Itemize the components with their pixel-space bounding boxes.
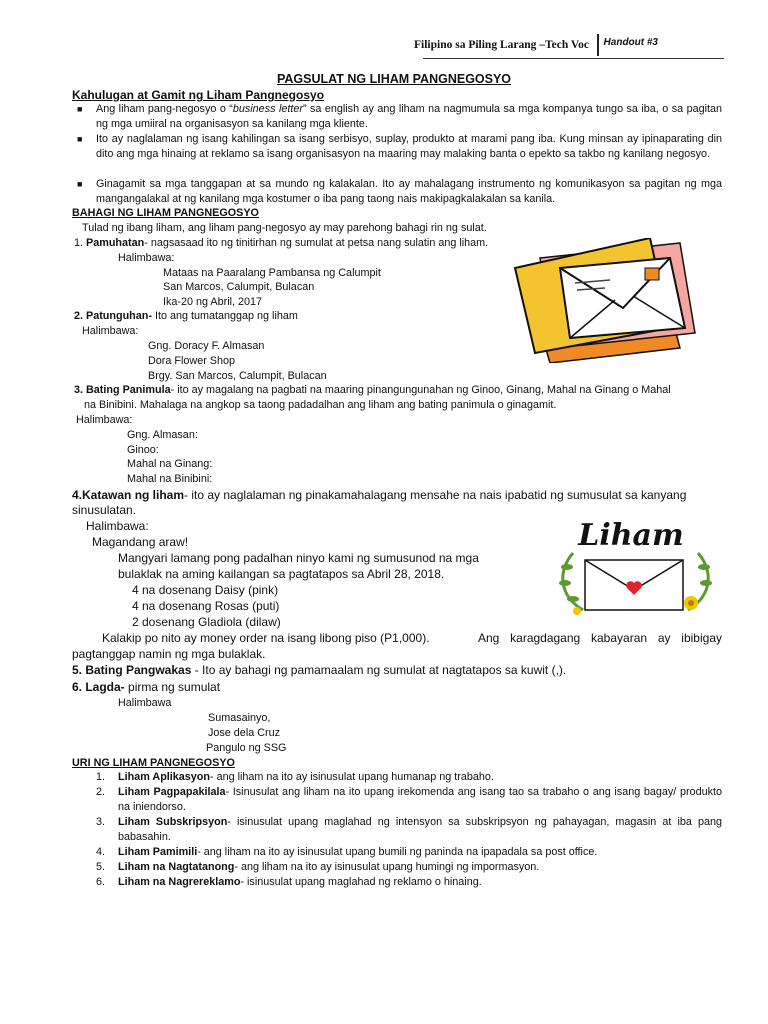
- envelopes-illustration: [505, 238, 705, 363]
- pamuhatan-line: San Marcos, Calumpit, Bulacan: [163, 281, 315, 293]
- part-pamuhatan: 1. Pamuhatan- nagsasaad ito ng tinitirhan ng sumulat at petsa nang sulatin ang liham.: [74, 237, 489, 249]
- order-item: 4 na dosenang Daisy (pink): [132, 583, 279, 597]
- section-heading-uri: URI NG LIHAM PANGNEGOSYO: [72, 757, 235, 769]
- header-rule: [423, 58, 724, 59]
- example-label: Halimbawa:: [82, 325, 139, 337]
- letter-body: bulaklak na aming kailangan sa pagtatapos sa Abril 28, 2018.: [118, 567, 445, 581]
- course-title: Filipino sa Piling Larang –Tech Voc: [414, 39, 589, 51]
- document-title: PAGSULAT NG LIHAM PANGNEGOSYO: [277, 72, 512, 86]
- example-label: Halimbawa:: [76, 414, 133, 426]
- example-label: Halimbawa:: [86, 519, 149, 533]
- letter-greeting: Magandang araw!: [92, 535, 189, 549]
- order-item: 4 na dosenang Rosas (puti): [132, 599, 280, 613]
- patunguhan-line: Brgy. San Marcos, Calumpit, Bulacan: [148, 370, 327, 382]
- list-item: 4. Liham Pamimili- ang liham na ito ay isinusulat upang bumili ng paninda na ipapadala sa post office.: [96, 846, 598, 858]
- list-item: 6. Liham na Nagrereklamo- isinusulat upang maglahad ng reklamo o hinaing.: [96, 876, 482, 888]
- signature-line: Jose dela Cruz: [208, 727, 281, 739]
- liham-logo-text: Liham: [578, 518, 684, 553]
- list-item: 5. Liham na Nagtatanong- ang liham na ito ay isinusulat upang humingi ng impormasyon.: [96, 861, 540, 873]
- part-bating-panimula: 3. Bating Panimula- ito ay magalang na pagbati na maaring pinangungunahan ng Ginoo, Ginang, Mahal na Ginang o Mahal: [74, 384, 671, 396]
- part-katawan: 4.Katawan ng liham- ito ay naglalaman ng pinakamahalagang mensahe na nais ipabatid ng sumusulat sa kanyang: [72, 488, 687, 502]
- part-patunguhan: 2. Patunguhan- Ito ang tumatanggap ng liham: [74, 310, 298, 322]
- list-item: 2. Liham Pagpapakilala- Isinusulat ang liham na ito upang irekomenda ang isang tao sa trabaho o ang isang bagay/ produkto na iniendorso.: [96, 786, 723, 813]
- bullet-text-1: Ang liham pang-negosyo o “business letter” sa english ay ang liham na nagmumula sa mga kompanya tungo sa iba, o sa pagitan ng mga umiiral na organisasyon sa kanilang mga kliente.: [96, 103, 722, 130]
- bating-panimula-cont: na Binibini. Mahalaga na angkop sa taong padadalhan ang liham ang bating panimula o ginagamit.: [84, 399, 557, 411]
- liham-logo-illustration: [553, 515, 718, 620]
- example-label: Halimbawa: [118, 697, 172, 709]
- letter-closing: Kalakip po nito ay money order na isang libong piso (P1,000).: [102, 631, 430, 645]
- salutation-example: Gng. Almasan:: [127, 429, 198, 441]
- signature-line: Sumasainyo,: [208, 712, 271, 724]
- list-item: 1. Liham Aplikasyon- ang liham na ito ay isinusulat upang humanap ng trabaho.: [96, 771, 494, 783]
- bullet-icon: ■: [77, 179, 83, 189]
- bullet-icon: ■: [77, 134, 83, 144]
- list-item: 3. Liham Subskripsyon- isinusulat upang maglahad ng intensyon sa subskripsyon ng pahayagan, magasin at iba pang babasahin.: [96, 816, 722, 843]
- signature-line: Pangulo ng SSG: [206, 742, 287, 754]
- salutation-example: Ginoo:: [127, 444, 159, 456]
- order-item: 2 dosenang Gladiola (dilaw): [132, 615, 281, 629]
- katawan-cont: sinusulatan.: [72, 503, 137, 517]
- bullet-icon: ■: [77, 104, 83, 114]
- page-header: [414, 36, 724, 58]
- bahagi-intro: Tulad ng ibang liham, ang liham pang-negosyo ay may parehong bahagi rin ng sulat.: [82, 222, 487, 234]
- section-heading-bahagi: BAHAGI NG LIHAM PANGNEGOSYO: [72, 207, 259, 219]
- patunguhan-line: Dora Flower Shop: [148, 355, 236, 367]
- section-heading-kahulugan: Kahulugan at Gamit ng Liham Pangnegosyo: [72, 88, 325, 102]
- part-lagda: 6. Lagda- pirma ng sumulat: [72, 680, 221, 694]
- salutation-example: Mahal na Binibini:: [127, 473, 213, 485]
- patunguhan-line: Gng. Doracy F. Almasan: [148, 340, 265, 352]
- handout-number: Handout #3: [603, 37, 658, 48]
- pamuhatan-line: Ika-20 ng Abril, 2017: [163, 296, 263, 308]
- bullet-text-2: Ito ay naglalaman ng isang kahilingan sa isang serbisyo, suplay, produkto at marami pang iba. Kung minsan ay ipinaparating din dito ang mga hinaing at reklamo sa isang organisasyon na maaring may malaking banta o epekto sa takbo ng kanilang negosyo.: [96, 133, 722, 160]
- pamuhatan-line: Mataas na Paaralang Pambansa ng Calumpit: [163, 267, 381, 279]
- salutation-example: Mahal na Ginang:: [127, 458, 213, 470]
- letter-body: Mangyari lamang pong padalhan ninyo kami ng sumusunod na mga: [118, 551, 479, 565]
- bullet-text-3: Ginagamit sa mga tanggapan at sa mundo ng kalakalan. Ito ay mahalagang instrumento ng komunikasyon sa pagitan ng mga mangangalakal at ng kanilang mga kostumer o iba pang taong nais makipagkalakalan sa kanila.: [96, 178, 722, 205]
- header-divider: [597, 34, 599, 56]
- letter-closing: Ang karagdagang kabayaran ay ibibigay: [478, 631, 722, 645]
- example-label: Halimbawa:: [118, 252, 175, 264]
- part-bating-pangwakas: 5. Bating Pangwakas - Ito ay bahagi ng pamamaalam ng sumulat at nagtatapos sa kuwit (,).: [72, 663, 567, 677]
- letter-closing: pagtanggap namin ng mga bulaklak.: [72, 647, 266, 661]
